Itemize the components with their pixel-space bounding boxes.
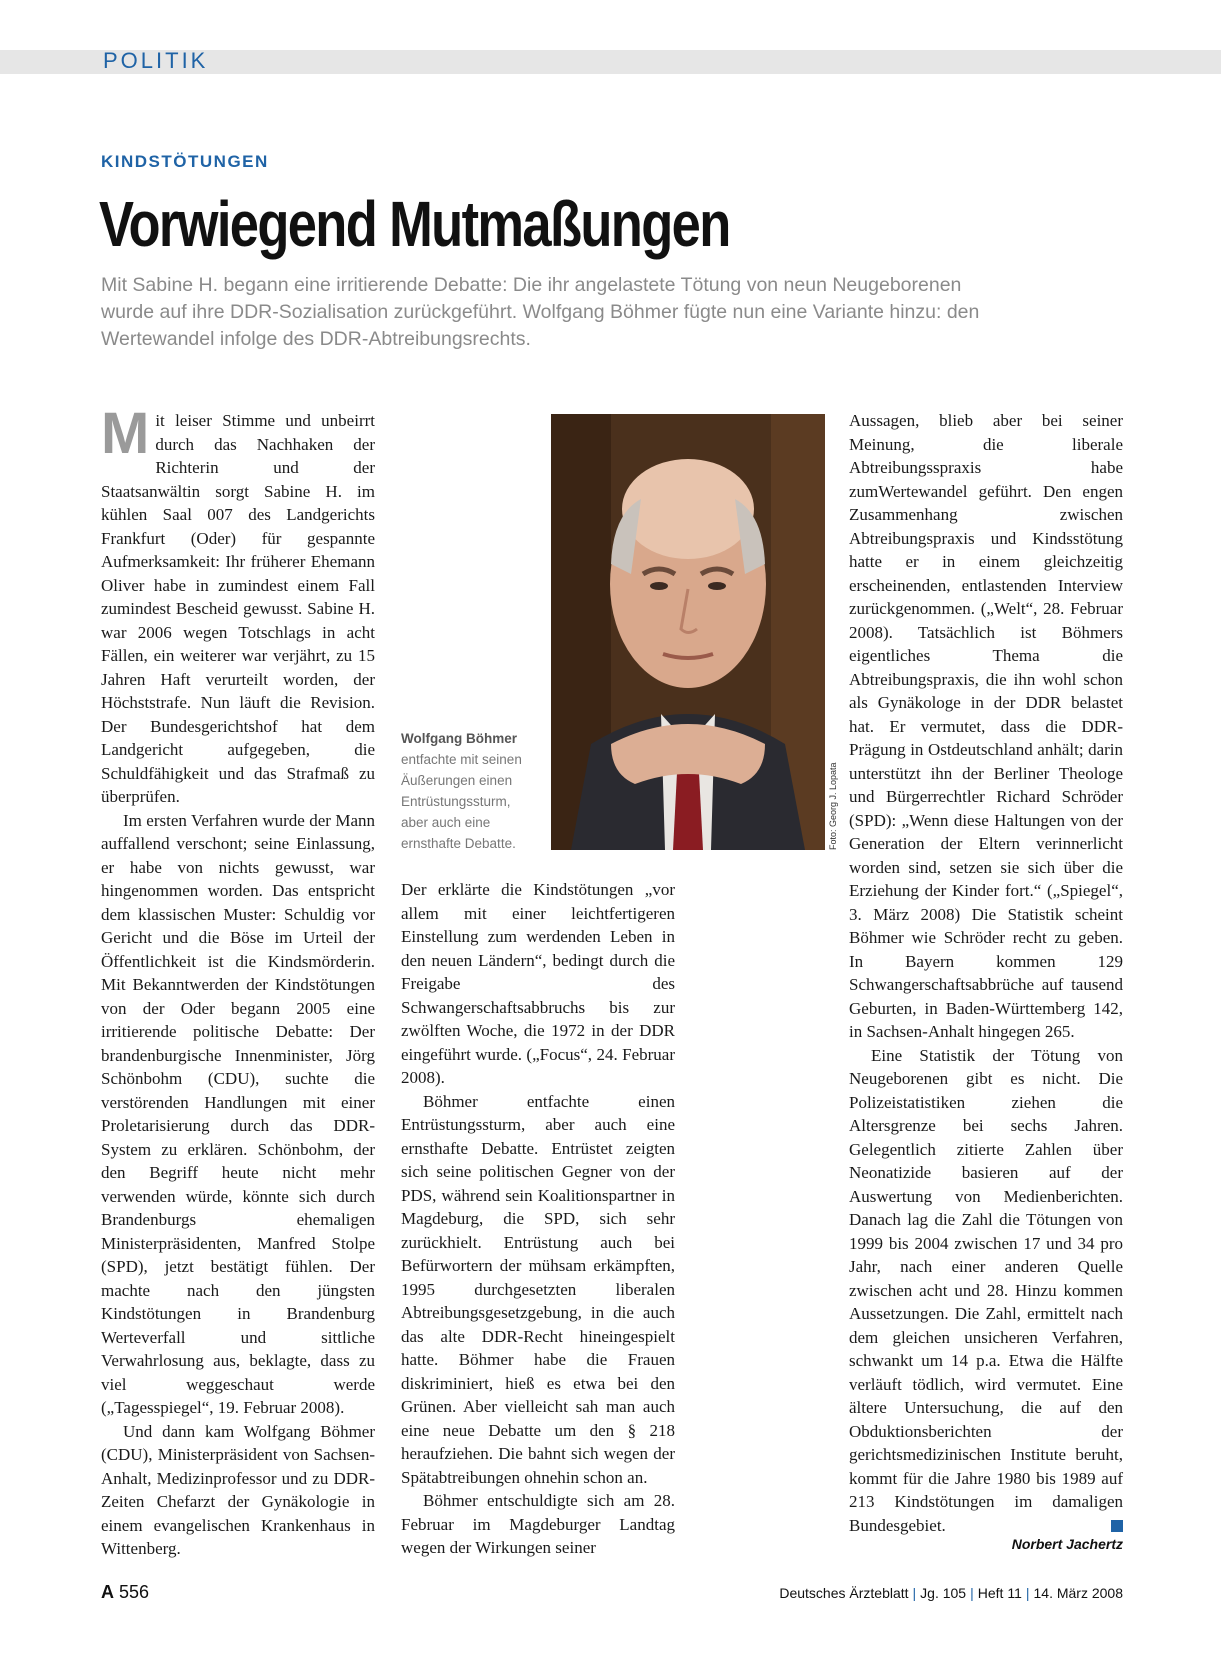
caption-name: Wolfgang Böhmer <box>401 731 517 746</box>
paragraph-text: it leiser Stimme und unbeirrt durch das Nachhaken der Richterin und der Staatsanwältin sorgt Sabine H. im kühlen Saal 007 des Landgerichts Frankfurt (Oder) für gespannte Aufmerksamkeit: Ihr früherer Ehemann Oliver habe in zumindest einem Fall zumindest Bescheid gewusst. Sabine H. war 2006 wegen Totschlags in acht Fällen, ein weiterer war verjährt, zu 15 Jahren Haft verurteilt worden, der Höchststrafe. Nun läuft die Revision. Der Bundesgerichtshof hat dem Landgericht aufgegeben, die Schuldfähigkeit und das Strafmaß zu überprüfen. <box>101 411 375 806</box>
page-prefix: A <box>101 1582 114 1602</box>
article-paragraph: Und dann kam Wolfgang Böhmer (CDU), Ministerpräsident von Sachsen-Anhalt, Medizinprofessor und zu DDR-Zeiten Chefarzt der Gynäkologie in einem evangelischen Krankenhaus in Wittenberg. <box>101 1421 375 1558</box>
photo-caption <box>401 728 541 854</box>
portrait-photo <box>551 414 825 850</box>
page-number <box>101 1582 149 1603</box>
portrait-illustration <box>551 414 825 850</box>
article-paragraph: Der erklärte die Kindstötungen „vor allem mit einer leichtfertigeren Einstellung zum werdenden Leben in den neuen Ländern“, bedingt durch die Freigabe des Schwangerschaftsabbruchs bis zur zwölften Woche, die 1972 in der DDR eingeführt wurde. („Focus“, 24. Februar 2008). <box>401 880 675 1087</box>
drop-cap: M <box>101 401 150 466</box>
separator: | <box>970 1585 974 1601</box>
article-paragraph <box>849 1044 1123 1538</box>
separator: | <box>1025 1585 1030 1601</box>
journal-name: Deutsches Ärzteblatt <box>779 1585 909 1601</box>
caption-text: entfachte mit seinen Äußerungen einen Entrüstungssturm, aber auch eine ernsthafte Debatte. <box>401 752 522 851</box>
author-byline: Norbert Jachertz <box>1011 1536 1123 1552</box>
journal-issue: Heft 11 <box>977 1585 1022 1601</box>
article-column-2 <box>401 878 675 1560</box>
journal-date: 14. März 2008 <box>1033 1585 1123 1601</box>
article-paragraph <box>101 401 375 809</box>
section-label: POLITIK <box>103 48 209 73</box>
article-paragraph: Böhmer entfachte einen Entrüstungssturm, aber auch eine ernsthafte Debatte. Entrüstet zeigten sich seine politischen Gegner von der PDS, während sein Koalitionspartner in Magdeburg, die SPD, sich sehr zurückhielt. Entrüstung auch bei Befürwortern der mühsam erkämpften, 1995 durchgesetzten liberalen Abtreibungsgesetzgebung, in die auch das alte DDR-Recht hineingespielt hatte. Böhmer habe die Frauen diskriminiert, hieß es etwa bei den Grünen. Aber vielleicht sah man auch eine neue Debatte um den § 218 heraufziehen. Die bahnt sich wegen der Spätabtreibungen ohnehin schon an. <box>401 1091 675 1487</box>
lead-paragraph: Mit Sabine H. begann eine irritierende Debatte: Die ihr angelastete Tötung von neun Neugeborenen wurde auf ihre DDR-Sozialisation zurückgeführt. Wolfgang Böhmer fügte nun eine Variante hinzu: den Wertewandel infolge des DDR-Abtreibungsrechts. <box>101 274 980 350</box>
article-paragraph: Im ersten Verfahren wurde der Mann auffallend verschont; seine Einlassung, er habe von nichts gewusst, war hingenommen worden. Das entspricht dem klassischen Muster: Schuldig vor Gericht und die Böse im Urteil der Öffentlichkeit ist die Kindsmörderin. Mit Bekanntwerden der Kindstötungen von der Oder begann 2005 eine irritierende politische Debatte: Der brandenburgische Innenminister, Jörg Schönbohm (CDU), suchte die verstörenden Handlungen mit einer Proletarisierung durch das DDR-System zu erklären. Schönbohm, der den Begriff heute nicht mehr verwenden würde, könnte sich durch Brandenburgs ehemaligen Ministerpräsidenten, Manfred Stolpe (SPD), jetzt bestätigt fühlen. Der machte nach den jüngsten Kindstötungen in Brandenburg Werteverfall und sittliche Verwahrlosung aus, beklagte, dass zu viel weggeschaut werde („Tagesspiegel“, 19. Februar 2008). <box>101 810 375 1417</box>
article-paragraph: Böhmer entschuldigte sich am 28. Februar im Magdeburger Landtag wegen der Wirkungen seiner <box>401 1491 675 1557</box>
paragraph-text: Eine Statistik der Tötung von Neugeborenen gibt es nicht. Die Polizeistatistiken ziehen die Altersgrenze bei sechs Jahren. Gelegentlich zitierte Zahlen über Neonatizide basieren auf der Auswertung von Medienberichten. Danach lag die Zahl die Tötungen von 1999 bis 2004 zwischen 17 und 34 pro Jahr, nach einer anderen Quelle zwischen acht und 28. Hinzu kommen Aussetzungen. Die Zahl, ermittelt nach dem gleichen unsicheren Verfahren, schwankt um 14 p.a. Etwa die Hälfte verläuft tödlich, wird vermutet. Eine ältere Untersuchung, die auf den Obduktionsberichten der gerichtsmedizinischen Institute beruht, kommt für die Jahre 1980 bis 1989 auf 213 Kindstötungen im damaligen Bundesgebiet. <box>849 1045 1123 1535</box>
kicker: KINDSTÖTUNGEN <box>101 152 269 171</box>
headline: Vorwiegend Mutmaßungen <box>99 188 730 260</box>
journal-volume: Jg. 105 <box>920 1585 967 1601</box>
end-mark <box>1111 1520 1123 1532</box>
article-column-1 <box>101 401 375 1561</box>
article-column-3 <box>849 409 1123 1537</box>
page-number-value: 556 <box>119 1582 150 1602</box>
separator: | <box>912 1585 917 1601</box>
journal-info <box>779 1585 1123 1601</box>
photo-credit: Foto: Georg J. Lopata <box>828 762 838 850</box>
article-paragraph: Aussagen, blieb aber bei seiner Meinung, die liberale Abtreibungsspraxis habe zumWertewandel geführt. Den engen Zusammenhang zwischen Abtreibungspraxis und Kindsstötung hatte er in einem gleichzeitig erscheinenden, entlastenden Interview zurückgenommen. („Welt“, 28. Februar 2008). Tatsächlich ist Böhmers eigentliches Thema die Abtreibungspraxis, die ihn wohl schon als Gynäkologe in der DDR belastet hat. Er vermutet, dass die DDR-Prägung in Ostdeutschland anhält; darin unterstützt ihn der Berliner Theologe und Bürgerrechtler Richard Schröder (SPD): „Wenn diese Haltungen von der Generation der Eltern verinnerlicht worden sind, setzen sie sich über die Erziehung der Kinder fort.“ („Spiegel“, 3. März 2008) Die Statistik scheint Böhmer wie Schröder recht zu geben. In Bayern kommen 129 Schwangerschaftsabbrüche auf tausend Geburten, in Baden-Württemberg 142, in Sachsen-Anhalt hingegen 265. <box>849 411 1123 1041</box>
